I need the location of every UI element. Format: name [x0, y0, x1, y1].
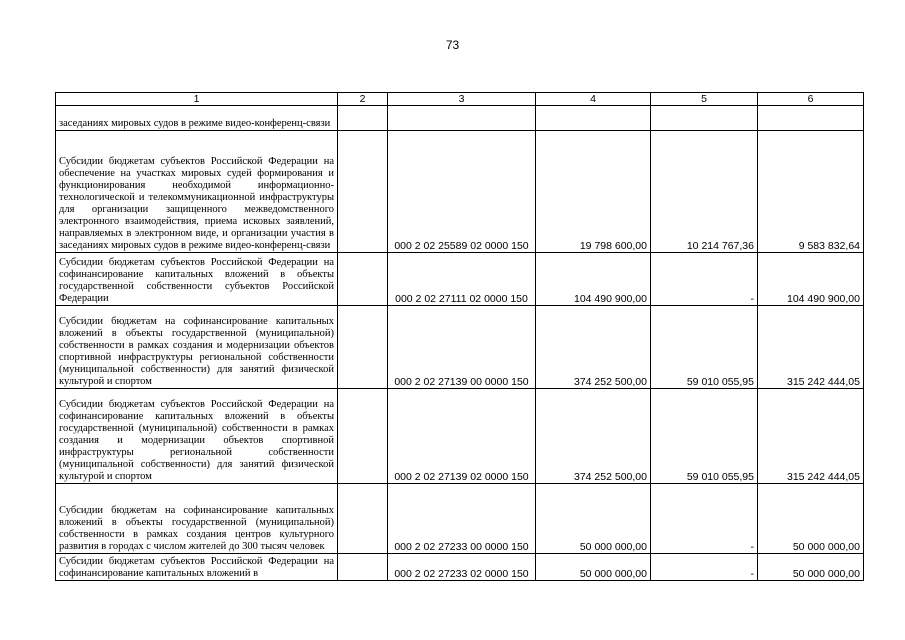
header-col-5: 5 — [651, 93, 758, 106]
row-col2 — [338, 554, 388, 581]
row-value-5: - — [651, 253, 758, 306]
row-description: Субсидии бюджетам на софинансирование капитальных вложений в объекты государственной (муниципальной) собственности в рамках создания и модернизации объектов спортивной инфраструктуры региональной собственности (муниципальной собственности) для занятий физической культурой и спортом — [56, 306, 338, 389]
table-row — [56, 253, 864, 306]
table-row — [56, 389, 864, 484]
row-value-6: 50 000 000,00 — [758, 554, 864, 581]
row-code: 000 2 02 27139 02 0000 150 — [388, 389, 536, 484]
row-code: 000 2 02 27233 00 0000 150 — [388, 484, 536, 554]
page-number: 73 — [445, 38, 460, 52]
table-header-row — [56, 93, 864, 106]
row-value-6: 104 490 900,00 — [758, 253, 864, 306]
row-col2 — [338, 306, 388, 389]
row-value-4: 374 252 500,00 — [536, 389, 651, 484]
row-description: Субсидии бюджетам субъектов Российской Федерации на софинансирование капитальных вложений в — [56, 554, 338, 581]
row-description: Субсидии бюджетам субъектов Российской Федерации на софинансирование капитальных вложений в объекты государственной собственности субъектов Российской Федерации — [56, 253, 338, 306]
row-value-5: 59 010 055,95 — [651, 389, 758, 484]
table-row — [56, 106, 864, 131]
table-row — [56, 554, 864, 581]
row-value-4: 50 000 000,00 — [536, 554, 651, 581]
row-value-5: - — [651, 484, 758, 554]
row-value-4: 104 490 900,00 — [536, 253, 651, 306]
row-code: 000 2 02 27111 02 0000 150 — [388, 253, 536, 306]
row-value-6: 50 000 000,00 — [758, 484, 864, 554]
row-code: 000 2 02 27139 00 0000 150 — [388, 306, 536, 389]
row-value-4: 374 252 500,00 — [536, 306, 651, 389]
row-value-5 — [651, 106, 758, 131]
row-code: 000 2 02 27233 02 0000 150 — [388, 554, 536, 581]
row-col2 — [338, 106, 388, 131]
row-value-5: 59 010 055,95 — [651, 306, 758, 389]
row-value-5: 10 214 767,36 — [651, 131, 758, 253]
header-col-6: 6 — [758, 93, 864, 106]
row-col2 — [338, 484, 388, 554]
row-col2 — [338, 253, 388, 306]
table-row — [56, 131, 864, 253]
row-value-6 — [758, 106, 864, 131]
row-description: Субсидии бюджетам на софинансирование капитальных вложений в объекты государственной (муниципальной) собственности в рамках создания центров культурного развития в городах с числом жителей до 300 тысяч человек — [56, 484, 338, 554]
row-value-4: 19 798 600,00 — [536, 131, 651, 253]
header-col-2: 2 — [338, 93, 388, 106]
row-value-5: - — [651, 554, 758, 581]
row-description: Субсидии бюджетам субъектов Российской Федерации на софинансирование капитальных вложений в объекты государственной (муниципальной) собственности в рамках создания и модернизации объектов спортивной инфраструктуры региональной собственности (муниципальной собственности) для занятий физической культурой и спортом — [56, 389, 338, 484]
table-row — [56, 484, 864, 554]
row-value-6: 315 242 444,05 — [758, 306, 864, 389]
header-col-1: 1 — [56, 93, 338, 106]
row-description: Субсидии бюджетам субъектов Российской Федерации на обеспечение на участках мировых судей формирования и функционирования необходимой информационно-технологической и телекоммуникационной инфраструктуры для организации защищенного межведомственного электронного взаимодействия, приема исковых заявлений, направляемых в электронном виде, и организации участия в заседаниях мировых судов в режиме видео-конференц-связи — [56, 131, 338, 253]
row-description: заседаниях мировых судов в режиме видео-конференц-связи — [56, 106, 338, 131]
row-value-6: 315 242 444,05 — [758, 389, 864, 484]
budget-table — [55, 92, 864, 581]
row-value-6: 9 583 832,64 — [758, 131, 864, 253]
row-col2 — [338, 131, 388, 253]
row-value-4 — [536, 106, 651, 131]
row-value-4: 50 000 000,00 — [536, 484, 651, 554]
header-col-4: 4 — [536, 93, 651, 106]
row-code — [388, 106, 536, 131]
row-code: 000 2 02 25589 02 0000 150 — [388, 131, 536, 253]
table-row — [56, 306, 864, 389]
header-col-3: 3 — [388, 93, 536, 106]
row-col2 — [338, 389, 388, 484]
